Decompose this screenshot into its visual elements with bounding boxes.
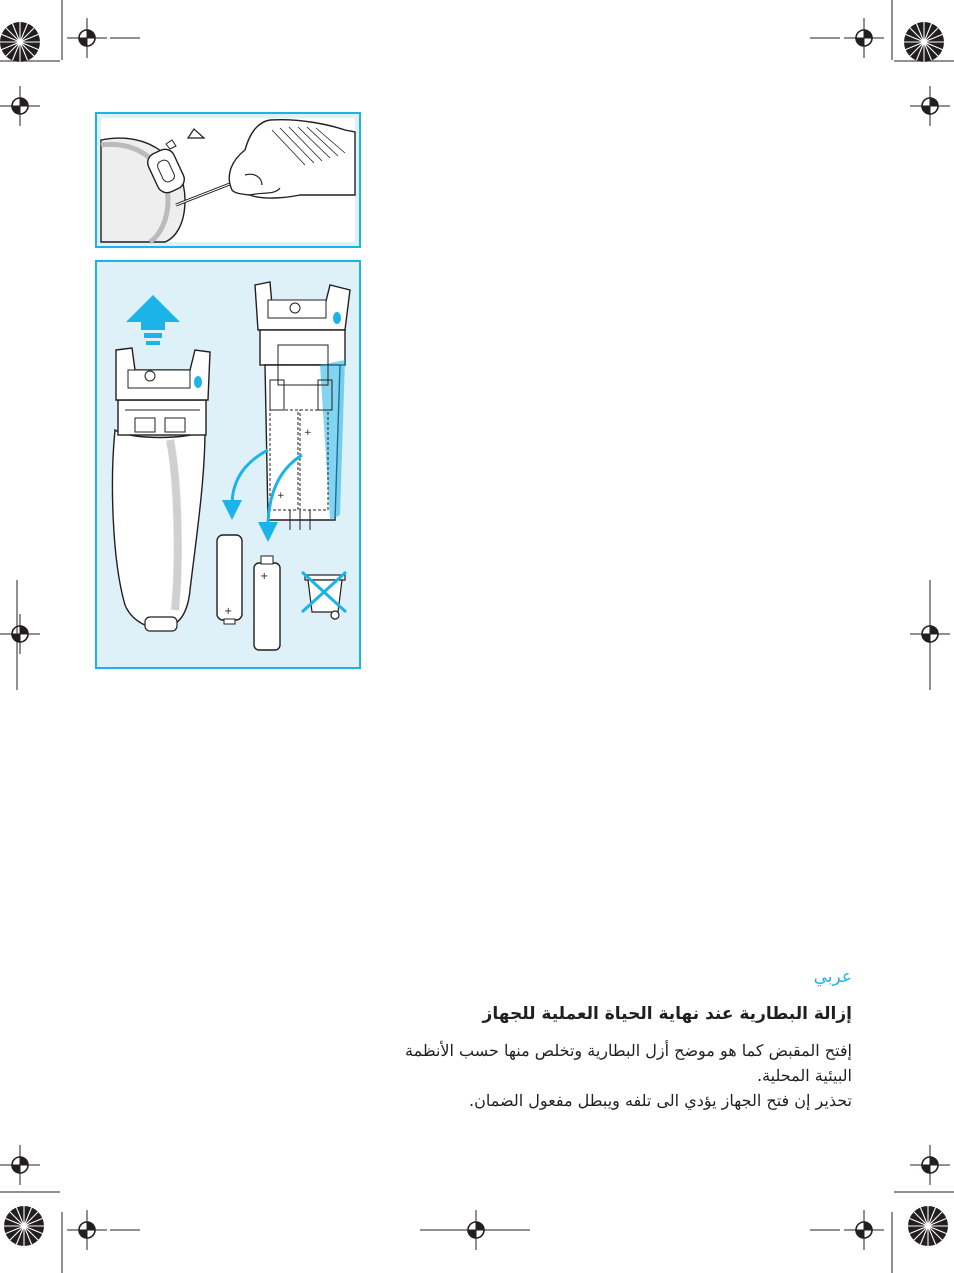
registration-mark-icon (844, 1210, 884, 1250)
battery-plus-label: + (304, 428, 312, 438)
figure-open-handle (96, 113, 360, 247)
battery-plus-label: + (277, 491, 285, 501)
section-heading: إزالة البطارية عند نهاية الحياة العملية للجهاز (482, 1004, 852, 1024)
registration-mark-icon (844, 18, 884, 58)
color-calibration-wheel-icon (4, 1206, 44, 1246)
instruction-line: إفتح المقبض كما هو موضح أزل البطارية وتخلص منها حسب الأنظمة (404, 1041, 852, 1060)
registration-mark-icon (67, 18, 107, 58)
registration-mark-icon (456, 1210, 496, 1250)
battery-plus-label: + (260, 571, 269, 582)
registration-mark-icon (910, 86, 950, 126)
arabic-text-section (392, 966, 852, 1113)
registration-mark-icon (910, 614, 950, 654)
language-label: عربي (813, 967, 852, 987)
color-calibration-wheel-icon (0, 22, 40, 62)
color-calibration-wheel-icon (904, 22, 944, 62)
registration-mark-icon (910, 1145, 950, 1185)
registration-mark-icon (0, 1145, 40, 1185)
figure-remove-batteries (96, 261, 360, 668)
warning-line: تحذير إن فتح الجهاز يؤدي الى تلفه ويبطل مفعول الضمان. (469, 1091, 852, 1110)
registration-mark-icon (0, 614, 40, 654)
battery-plus-label: + (224, 606, 233, 617)
instruction-line: البيئية المحلية. (757, 1066, 852, 1085)
color-calibration-wheel-icon (908, 1206, 948, 1246)
registration-mark-icon (67, 1210, 107, 1250)
registration-mark-icon (0, 86, 40, 126)
